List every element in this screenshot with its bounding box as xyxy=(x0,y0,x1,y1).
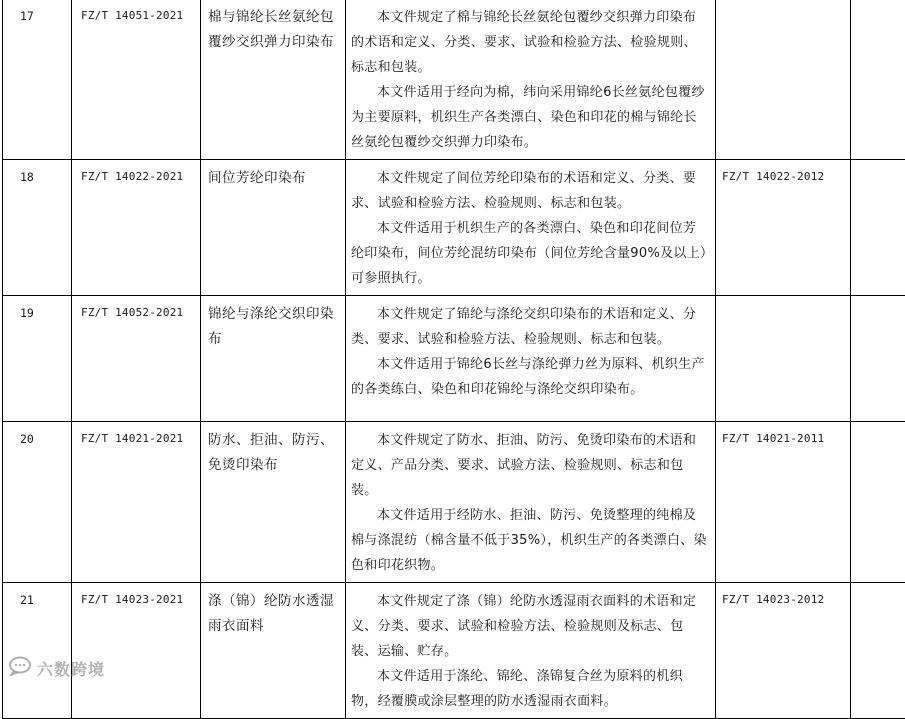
scope-paragraph: 本文件规定了间位芳纶印染布的术语和定义、分类、要求、试验和检验方法、检验规则、标志和包装。 xyxy=(351,166,709,216)
scope-paragraph: 本文件适用于涤纶、锦纶、涤锦复合丝为原料的机织物，经覆膜或涂层整理的防水透湿雨衣面料。 xyxy=(351,664,709,714)
standard-code: FZ/T 14021-2021 xyxy=(72,422,201,583)
standard-scope xyxy=(346,422,716,583)
extra-cell xyxy=(851,296,905,422)
scope-paragraph: 本文件规定了锦纶与涤纶交织印染布的术语和定义、分类、要求、试验和检验方法、检验规则、标志和包装。 xyxy=(351,302,709,352)
standard-name: 间位芳纶印染布 xyxy=(201,160,346,296)
scope-paragraph: 本文件适用于经防水、拒油、防污、免烫整理的纯棉及棉与涤混纺（棉含量不低于35%），机织生产的各类漂白、染色和印花织物。 xyxy=(351,503,709,578)
standard-code: FZ/T 14051-2021 xyxy=(72,0,201,160)
table-row xyxy=(3,160,905,296)
table-row xyxy=(3,296,905,422)
scope-paragraph: 本文件规定了防水、拒油、防污、免烫印染布的术语和定义、产品分类、要求、试验方法、检验规则、标志和包装。 xyxy=(351,428,709,503)
scope-paragraph: 本文件规定了棉与锦纶长丝氨纶包覆纱交织弹力印染布的术语和定义、分类、要求、试验和检验方法、检验规则、标志和包装。 xyxy=(351,5,709,80)
standard-name: 棉与锦纶长丝氨纶包覆纱交织弹力印染布 xyxy=(201,0,346,160)
standard-name: 锦纶与涤纶交织印染布 xyxy=(201,296,346,422)
extra-cell xyxy=(851,0,905,160)
standard-code: FZ/T 14022-2021 xyxy=(72,160,201,296)
replaced-standard: FZ/T 14021-2011 xyxy=(716,422,851,583)
standards-table xyxy=(2,0,905,719)
scope-paragraph: 本文件适用于经向为棉，纬向采用锦纶6长丝氨纶包覆纱为主要原料，机织生产各类漂白、染色和印花的棉与锦纶长丝氨纶包覆纱交织弹力印染布。 xyxy=(351,80,709,155)
standard-name: 涤（锦）纶防水透湿雨衣面料 xyxy=(201,583,346,719)
standard-code: FZ/T 14052-2021 xyxy=(72,296,201,422)
replaced-standard: FZ/T 14023-2012 xyxy=(716,583,851,719)
watermark xyxy=(8,656,105,680)
table-row xyxy=(3,583,905,719)
chat-bubble-icon xyxy=(8,656,37,680)
replaced-standard xyxy=(716,0,851,160)
standard-code: FZ/T 14023-2021 xyxy=(72,583,201,719)
scope-paragraph: 本文件适用于锦纶6长丝与涤纶弹力丝为原料、机织生产的各类练白、染色和印花锦纶与涤纶交织印染布。 xyxy=(351,352,709,402)
row-number: 19 xyxy=(3,296,72,422)
table-row xyxy=(3,0,905,160)
replaced-standard xyxy=(716,296,851,422)
row-number: 21 xyxy=(3,583,72,719)
extra-cell xyxy=(851,583,905,719)
replaced-standard: FZ/T 14022-2012 xyxy=(716,160,851,296)
row-number: 17 xyxy=(3,0,72,160)
row-number: 20 xyxy=(3,422,72,583)
standard-name: 防水、拒油、防污、免烫印染布 xyxy=(201,422,346,583)
scope-paragraph: 本文件适用于机织生产的各类漂白、染色和印花间位芳纶印染布，间位芳纶混纺印染布（间位芳纶含量90%及以上）可参照执行。 xyxy=(351,216,709,291)
standard-scope xyxy=(346,583,716,719)
standard-scope xyxy=(346,160,716,296)
scope-paragraph: 本文件规定了涤（锦）纶防水透湿雨衣面料的术语和定义、分类、要求、试验和检验方法、检验规则及标志、包装、运输、贮存。 xyxy=(351,589,709,664)
standard-scope xyxy=(346,0,716,160)
watermark-text: 六数跨境 xyxy=(37,657,105,680)
extra-cell xyxy=(851,160,905,296)
standard-scope xyxy=(346,296,716,422)
extra-cell xyxy=(851,422,905,583)
row-number: 18 xyxy=(3,160,72,296)
table-row xyxy=(3,422,905,583)
standards-table-body xyxy=(3,0,905,719)
